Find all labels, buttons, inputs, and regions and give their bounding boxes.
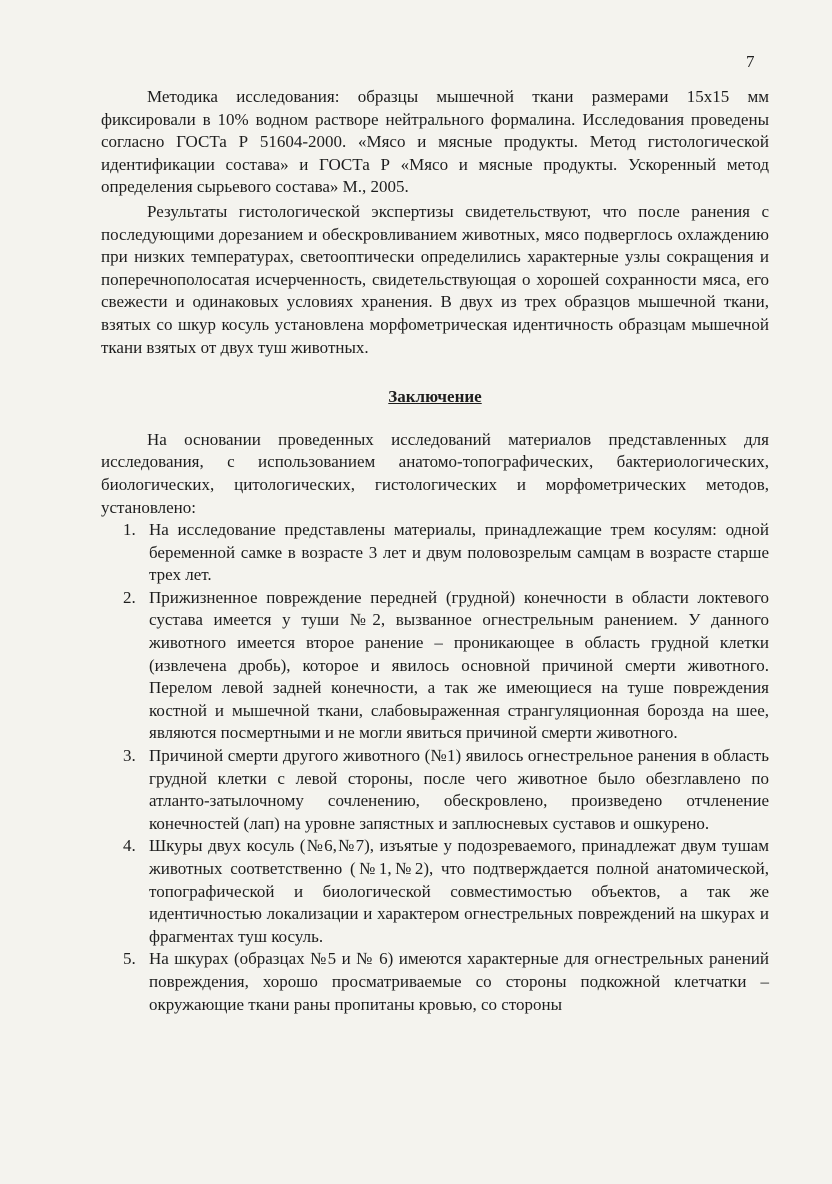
finding-number: 5. [123, 949, 136, 969]
document-body [101, 86, 769, 1016]
finding-text: Шкуры двух косуль (№6,№7), изъятые у подозреваемого, принадлежат двум тушам животных соответственно (№1,№2), что подтверждается полной анатомической, топографической и биологической совместимостью объектов, а так же идентичностью локализации и характером огнестрельных повреждений на шкурах и фрагментах туш косуль. [149, 836, 769, 946]
finding-text: На шкурах (образцах №5 и № 6) имеются характерные для огнестрельных ранений повреждения, хорошо просматриваемые со стороны подкожной клетчатки – окружающие ткани раны пропитаны кровью, со стороны [149, 949, 769, 1014]
page-number: 7 [746, 52, 755, 71]
finding-item [123, 745, 769, 835]
finding-text: Прижизненное повреждение передней (грудной) конечности в области локтевого сустава имеется у туши №2, вызванное огнестрельным ранением. У данного животного имеется второе ранение – проникающее в область грудной клетки (извлечена дробь), которое и явилось основной причиной смерти животного. Перелом левой задней конечности, а так же имеющиеся на туше повреждения костной и мышечной ткани, слабовыраженная странгуляционная борозда на шее, являются посмертными и не могли явиться причиной смерти животного. [149, 587, 769, 743]
finding-number: 1. [123, 520, 136, 540]
results-paragraph: Результаты гистологической экспертизы свидетельствуют, что после ранения с последующими дорезанием и обескровливанием животных, мясо подверглось охлаждению при низких температурах, светооптически определились характерные узлы сокращения и поперечнополосатая исчерченность, свидетельствующая о хорошей сохранности мяса, его свежести и одинаковых условиях хранения. В двух из трех образцов мышечной ткани, взятых со шкур косуль установлена морфометрическая идентичность образцам мышечной ткани взятых от двух туш животных. [101, 201, 769, 357]
conclusion-intro: На основании проведенных исследований материалов представленных для исследования, с использованием анатомо-топографических, бактериологических, биологических, цитологических, гистологических и морфометрических методов, установлено: [101, 429, 769, 517]
finding-number: 2. [123, 587, 136, 607]
finding-text: На исследование представлены материалы, принадлежащие трем косулям: одной беременной самке в возрасте 3 лет и двум половозрелым самцам в возрасте старше трех лет. [149, 520, 769, 585]
finding-item [123, 519, 769, 587]
findings-list [101, 519, 769, 1016]
finding-number: 3. [123, 746, 136, 766]
finding-item [123, 587, 769, 745]
methodology-paragraph: Методика исследования: образцы мышечной ткани размерами 15х15 мм фиксировали в 10% водном растворе нейтрального формалина. Исследования проведены согласно ГОСТа Р 51604-2000. «Мясо и мясные продукты. Метод гистологической идентификации состава» и ГОСТа Р «Мясо и мясные продукты. Ускоренный метод определения сырьевого состава» М., 2005. [101, 87, 769, 197]
conclusion-heading: Заключение [388, 387, 482, 407]
finding-item [123, 948, 769, 1016]
finding-text: Причиной смерти другого животного (№1) явилось огнестрельное ранения в область грудной клетки с левой стороны, после чего животное было обезглавлено по атланто-затылочному сочленению, обескровлено, произведено отчленение конечностей (лап) на уровне запястных и заплюсневых суставов и ошкурено. [149, 746, 769, 833]
finding-item [123, 835, 769, 948]
finding-number: 4. [123, 836, 136, 856]
